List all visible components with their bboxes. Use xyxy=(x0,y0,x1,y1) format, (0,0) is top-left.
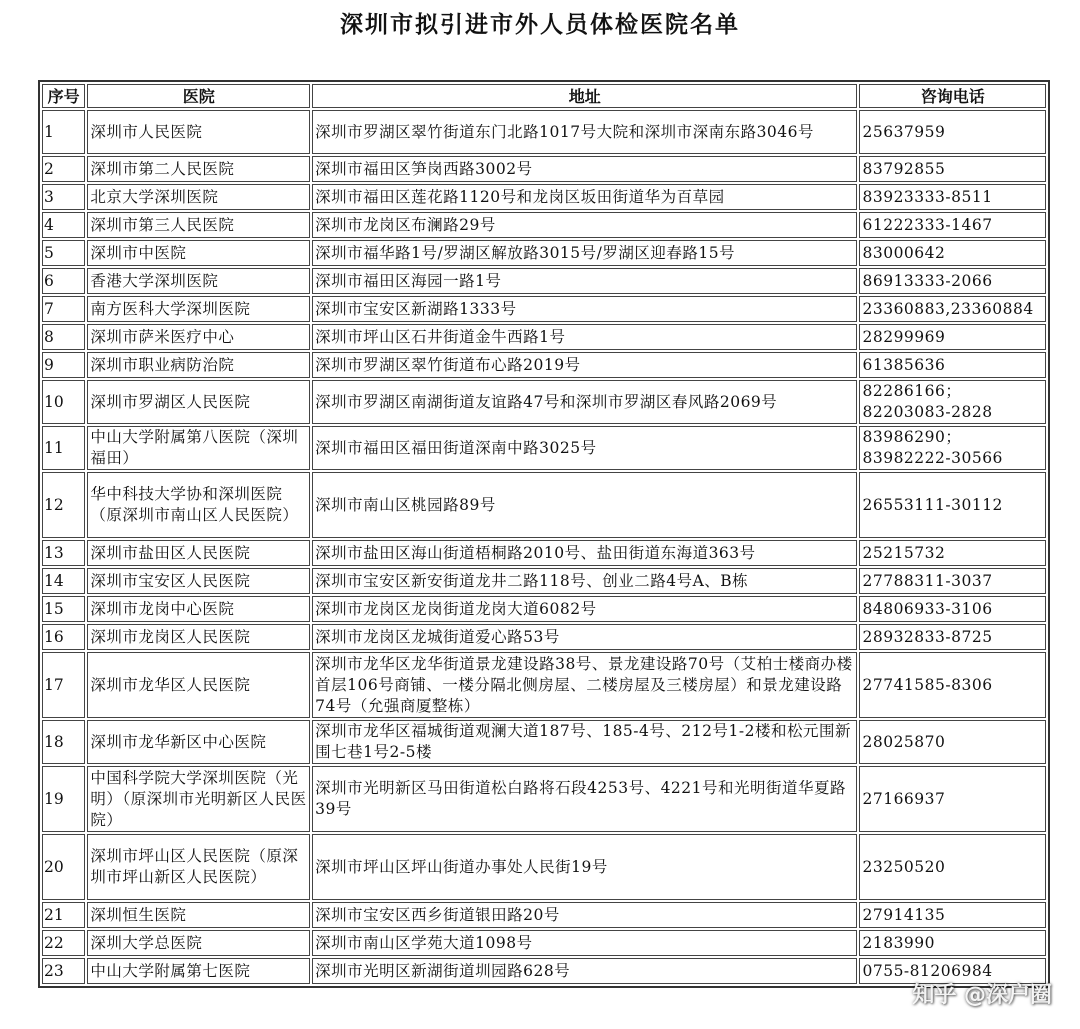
cell-no: 5 xyxy=(42,240,85,266)
table-row xyxy=(42,766,1046,832)
table-row xyxy=(42,930,1046,956)
cell-phone: 83923333-8511 xyxy=(859,184,1046,210)
cell-no: 20 xyxy=(42,834,85,900)
table-row xyxy=(42,958,1046,984)
cell-phone: 83000642 xyxy=(859,240,1046,266)
cell-no: 9 xyxy=(42,352,85,378)
cell-no: 22 xyxy=(42,930,85,956)
cell-phone: 83986290；83982222-30566 xyxy=(859,426,1046,470)
cell-phone: 82286166；82203083-2828 xyxy=(859,380,1046,424)
table-row xyxy=(42,184,1046,210)
cell-address: 深圳市龙华区福城街道观澜大道187号、185-4号、212号1-2楼和松元围新围七巷1号2-5楼 xyxy=(312,720,857,764)
cell-hospital: 深圳市萨米医疗中心 xyxy=(87,324,310,350)
cell-no: 14 xyxy=(42,568,85,594)
cell-no: 6 xyxy=(42,268,85,294)
header-no: 序号 xyxy=(42,84,85,108)
cell-phone: 61385636 xyxy=(859,352,1046,378)
cell-phone: 27788311-3037 xyxy=(859,568,1046,594)
cell-hospital: 深圳市龙岗区人民医院 xyxy=(87,624,310,650)
cell-no: 2 xyxy=(42,156,85,182)
cell-hospital: 深圳市盐田区人民医院 xyxy=(87,540,310,566)
cell-phone: 23360883,23360884 xyxy=(859,296,1046,322)
cell-hospital: 深圳市龙华新区中心医院 xyxy=(87,720,310,764)
cell-address: 深圳市宝安区新安街道龙井二路118号、创业二路4号A、B栋 xyxy=(312,568,857,594)
header-phone: 咨询电话 xyxy=(859,84,1046,108)
cell-address: 深圳市福华路1号/罗湖区解放路3015号/罗湖区迎春路15号 xyxy=(312,240,857,266)
table-row xyxy=(42,426,1046,470)
cell-hospital: 深圳市龙华区人民医院 xyxy=(87,652,310,718)
table-row xyxy=(42,268,1046,294)
cell-phone: 25637959 xyxy=(859,110,1046,154)
cell-hospital: 香港大学深圳医院 xyxy=(87,268,310,294)
cell-no: 11 xyxy=(42,426,85,470)
cell-phone: 28025870 xyxy=(859,720,1046,764)
cell-no: 18 xyxy=(42,720,85,764)
cell-address: 深圳市坪山区石井街道金牛西路1号 xyxy=(312,324,857,350)
cell-no: 4 xyxy=(42,212,85,238)
table-row xyxy=(42,596,1046,622)
table-row xyxy=(42,240,1046,266)
table-header-row xyxy=(42,84,1046,108)
cell-address: 深圳市南山区学苑大道1098号 xyxy=(312,930,857,956)
cell-phone: 27741585-8306 xyxy=(859,652,1046,718)
cell-no: 23 xyxy=(42,958,85,984)
cell-hospital: 北京大学深圳医院 xyxy=(87,184,310,210)
cell-address: 深圳市福田区莲花路1120号和龙岗区坂田街道华为百草园 xyxy=(312,184,857,210)
cell-hospital: 深圳大学总医院 xyxy=(87,930,310,956)
cell-no: 7 xyxy=(42,296,85,322)
header-hospital: 医院 xyxy=(87,84,310,108)
hospital-table-frame xyxy=(38,80,1050,988)
table-row xyxy=(42,110,1046,154)
cell-no: 21 xyxy=(42,902,85,928)
table-row xyxy=(42,568,1046,594)
cell-address: 深圳市盐田区海山街道梧桐路2010号、盐田街道东海道363号 xyxy=(312,540,857,566)
table-row xyxy=(42,296,1046,322)
cell-no: 19 xyxy=(42,766,85,832)
cell-address: 深圳市罗湖区翠竹街道布心路2019号 xyxy=(312,352,857,378)
table-row xyxy=(42,720,1046,764)
cell-no: 15 xyxy=(42,596,85,622)
table-row xyxy=(42,156,1046,182)
table-row xyxy=(42,352,1046,378)
cell-no: 8 xyxy=(42,324,85,350)
cell-hospital: 深圳市龙岗中心医院 xyxy=(87,596,310,622)
table-row xyxy=(42,902,1046,928)
cell-phone: 28299969 xyxy=(859,324,1046,350)
cell-phone: 27166937 xyxy=(859,766,1046,832)
cell-no: 10 xyxy=(42,380,85,424)
cell-address: 深圳市龙岗区龙岗街道龙岗大道6082号 xyxy=(312,596,857,622)
cell-address: 深圳市龙岗区龙城街道爱心路53号 xyxy=(312,624,857,650)
cell-hospital: 深圳市第三人民医院 xyxy=(87,212,310,238)
header-address: 地址 xyxy=(312,84,857,108)
cell-hospital: 深圳市宝安区人民医院 xyxy=(87,568,310,594)
table-row xyxy=(42,212,1046,238)
cell-address: 深圳市南山区桃园路89号 xyxy=(312,472,857,538)
cell-no: 16 xyxy=(42,624,85,650)
cell-hospital: 深圳市职业病防治院 xyxy=(87,352,310,378)
cell-address: 深圳市光明新区马田街道松白路将石段4253号、4221号和光明街道华夏路39号 xyxy=(312,766,857,832)
cell-hospital: 南方医科大学深圳医院 xyxy=(87,296,310,322)
cell-hospital: 深圳恒生医院 xyxy=(87,902,310,928)
cell-address: 深圳市龙岗区布澜路29号 xyxy=(312,212,857,238)
cell-phone: 25215732 xyxy=(859,540,1046,566)
cell-phone: 28932833-8725 xyxy=(859,624,1046,650)
cell-phone: 0755-81206984 xyxy=(859,958,1046,984)
cell-phone: 2183990 xyxy=(859,930,1046,956)
cell-address: 深圳市福田区福田街道深南中路3025号 xyxy=(312,426,857,470)
cell-hospital: 华中科技大学协和深圳医院（原深圳市南山区人民医院） xyxy=(87,472,310,538)
table-row xyxy=(42,834,1046,900)
cell-phone: 83792855 xyxy=(859,156,1046,182)
cell-hospital: 中山大学附属第七医院 xyxy=(87,958,310,984)
watermark-text: 知乎 @深户圈 xyxy=(912,983,1052,1008)
cell-address: 深圳市光明区新湖街道圳园路628号 xyxy=(312,958,857,984)
table-row xyxy=(42,540,1046,566)
cell-hospital: 中国科学院大学深圳医院（光明）（原深圳市光明新区人民医院） xyxy=(87,766,310,832)
cell-hospital: 中山大学附属第八医院（深圳福田） xyxy=(87,426,310,470)
cell-address: 深圳市坪山区坪山街道办事处人民街19号 xyxy=(312,834,857,900)
hospital-table xyxy=(40,82,1048,986)
cell-no: 13 xyxy=(42,540,85,566)
cell-hospital: 深圳市第二人民医院 xyxy=(87,156,310,182)
cell-phone: 26553111-30112 xyxy=(859,472,1046,538)
cell-hospital: 深圳市人民医院 xyxy=(87,110,310,154)
table-row xyxy=(42,324,1046,350)
cell-no: 1 xyxy=(42,110,85,154)
cell-no: 12 xyxy=(42,472,85,538)
cell-address: 深圳市罗湖区翠竹街道东门北路1017号大院和深圳市深南东路3046号 xyxy=(312,110,857,154)
cell-phone: 61222333-1467 xyxy=(859,212,1046,238)
cell-address: 深圳市罗湖区南湖街道友谊路47号和深圳市罗湖区春风路2069号 xyxy=(312,380,857,424)
cell-phone: 27914135 xyxy=(859,902,1046,928)
table-row xyxy=(42,624,1046,650)
cell-phone: 86913333-2066 xyxy=(859,268,1046,294)
cell-phone: 84806933-3106 xyxy=(859,596,1046,622)
table-row xyxy=(42,652,1046,718)
cell-address: 深圳市福田区海园一路1号 xyxy=(312,268,857,294)
cell-hospital: 深圳市坪山区人民医院（原深圳市坪山新区人民医院） xyxy=(87,834,310,900)
table-row xyxy=(42,472,1046,538)
cell-no: 3 xyxy=(42,184,85,210)
cell-address: 深圳市福田区笋岗西路3002号 xyxy=(312,156,857,182)
cell-hospital: 深圳市中医院 xyxy=(87,240,310,266)
cell-address: 深圳市宝安区西乡街道银田路20号 xyxy=(312,902,857,928)
cell-phone: 23250520 xyxy=(859,834,1046,900)
cell-address: 深圳市宝安区新湖路1333号 xyxy=(312,296,857,322)
cell-hospital: 深圳市罗湖区人民医院 xyxy=(87,380,310,424)
cell-no: 17 xyxy=(42,652,85,718)
table-row xyxy=(42,380,1046,424)
page-title: 深圳市拟引进市外人员体检医院名单 xyxy=(340,11,740,38)
cell-address: 深圳市龙华区龙华街道景龙建设路38号、景龙建设路70号（艾柏士楼商办楼首层106号商铺、一楼分隔北侧房屋、二楼房屋及三楼房屋）和景龙建设路74号（允强商厦整栋） xyxy=(312,652,857,718)
